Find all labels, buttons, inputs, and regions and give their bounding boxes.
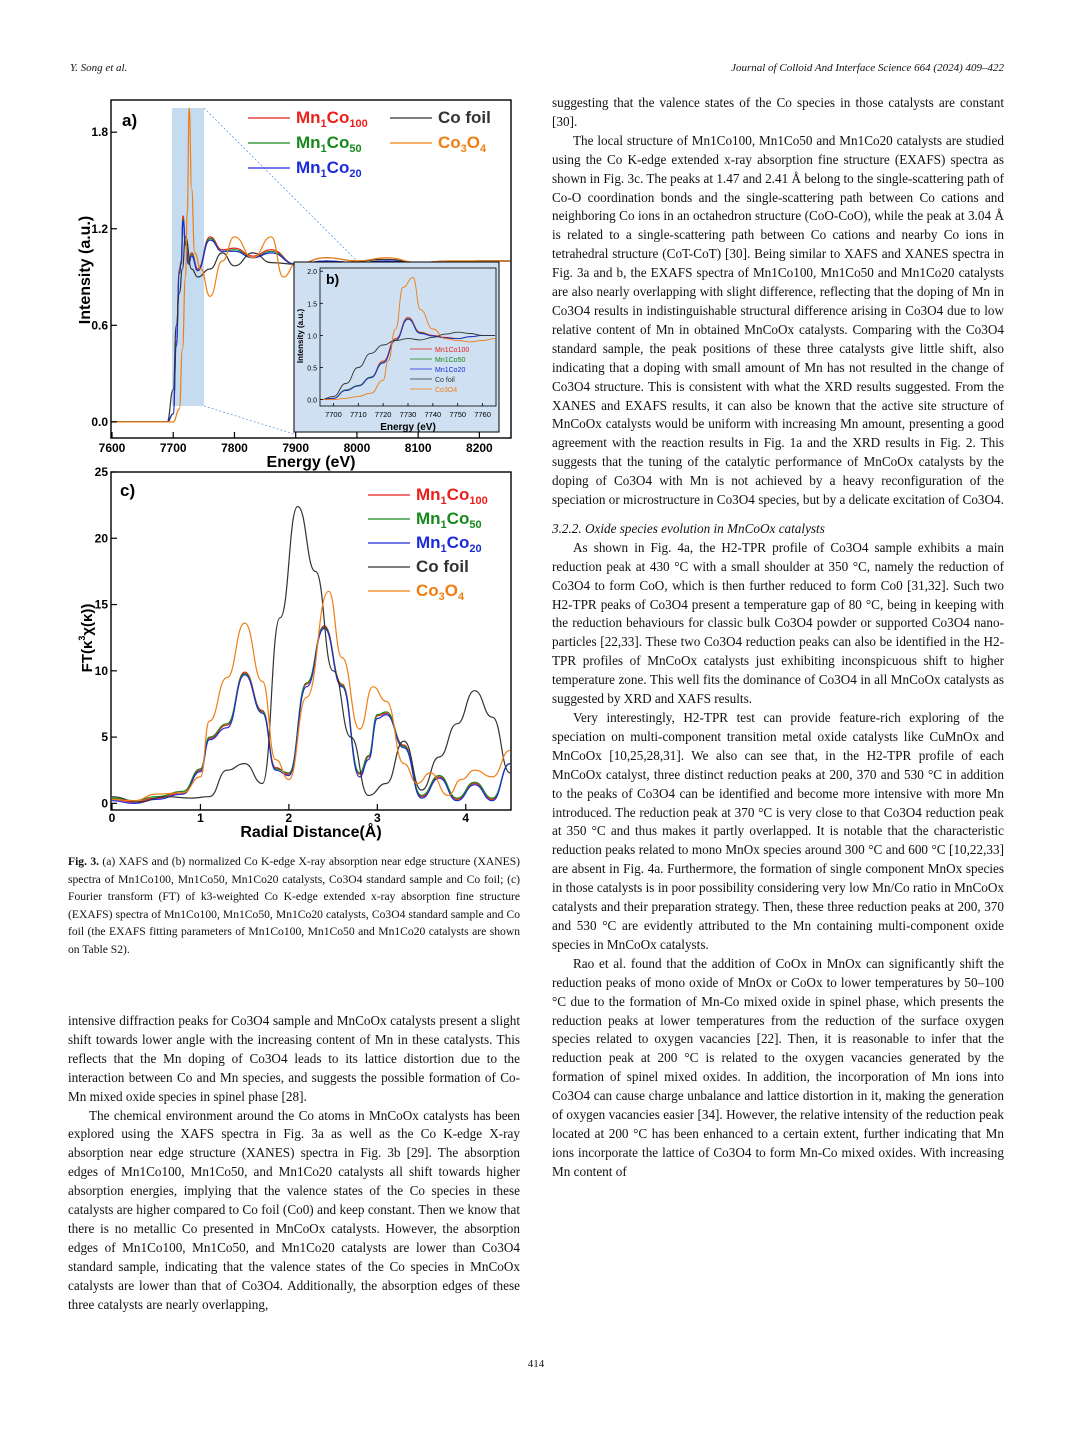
page-number: 414	[527, 1358, 545, 1370]
legend-label: Mn1Co50	[435, 357, 466, 364]
panel-a	[77, 100, 511, 471]
tick-label: 7700	[159, 441, 187, 455]
panel-a-x-ticks	[99, 432, 493, 455]
tick-label: 10	[94, 663, 108, 678]
paragraph: The chemical environment around the Co atoms in MnCoOx catalysts has been explored using the XAFS spectra in Fig. 3a as well as the Co K-edge X-ray absorption near edge structure (XANES) spectra in Fig. 3b [29]. The absorption edges of Mn1Co100, Mn1Co50, and Mn1Co20 catalysts all shift towards higher absorption energies, implying that the valence states of the Co species in these catalysts are higher compared to Co foil (Co0) and keep constant. Then we know that there is no metallic Co presented in MnCoOx catalysts. However, the absorption edges of Mn1Co100, Mn1Co50, and Mn1Co20 catalysts are lower than Co3O4 standard sample, indicating that the valence states of the Co species in MnCoOx catalysts are lower than that of Co3O4. Additionally, the absorption edges of these three catalysts are nearly overlapping,	[68, 1107, 520, 1312]
series-line	[112, 628, 510, 803]
tick-label: 7720	[374, 410, 392, 419]
paragraph: Rao et al. found that the addition of CoOx in MnOx can significantly shift the reduction peaks of mono oxide of MnOx or CoOx to lower temperatures by 50–100 °C due to the formation of Mn-Co mixed oxide in spinel phase, which presents the reduction peaks at lower temperatures from the reduction of the surface oxygen species related to oxygen vacancies [22]. Then, it is reasonable to infer that the reduction peak at 200 °C is related to the oxygen vacancies generated by the formation of spinel mixed oxides. In addition, the incorporation of Mn ions into Co3O4 can cause charge unbalance and lattice distortion in it, making the generation of oxygen vacancies easier [34]. However, the relative intensity of the reduction peak located at 200 °C has been enhanced to a certain extent, further indicating that Mn ions incorporate the lattice of Co3O4 to form Mn-Co mixed oxides. With increasing Mn content of	[552, 955, 1004, 1179]
panel-c-y-ticks	[95, 465, 117, 810]
legend-label: $Co_3O_4$	[438, 133, 487, 155]
legend-label: Co foil	[435, 377, 455, 384]
legend-label: $Mn_1Co_{100}$	[416, 485, 488, 507]
tick-label: 7700	[325, 410, 342, 419]
series-line	[112, 626, 510, 802]
tick-label: 4	[462, 811, 470, 825]
legend-label: Co3O4	[435, 387, 458, 394]
paragraph: intensive diffraction peaks for Co3O4 sample and MnCoOx catalysts present a slight shift towards lower angle with the increasing content of Mn in these catalysts. This reflects that the Mn doping of Co3O4 leads to its lattice distortion due to the interaction between Co and Mn species, and suggests the possible formation of Co-Mn mixed oxide species in spinel phase [28].	[68, 1013, 520, 1104]
paragraph: suggesting that the valence states of the Co species in those catalysts are constant [30].	[552, 95, 1004, 129]
figure-caption	[68, 853, 520, 959]
legend-label: $Mn_1Co_{50}$	[296, 133, 362, 155]
legend-label: $Mn_1Co_{20}$	[416, 533, 482, 555]
panel-b-ylabel: Intensity (a.u.)	[296, 308, 305, 364]
tick-label: 1.2	[91, 221, 108, 236]
legend-label: Mn1Co100	[435, 347, 470, 354]
legend-label: $Mn_1Co_{100}$	[296, 108, 368, 130]
panel-a-legend	[248, 108, 491, 180]
zoom-guide-line	[204, 406, 294, 434]
right-column-text	[552, 94, 1004, 1182]
tick-label: 0	[101, 796, 108, 811]
tick-label: 5	[101, 730, 108, 745]
tick-label: 1.0	[307, 333, 317, 341]
panel-c	[77, 465, 511, 841]
series-line	[112, 627, 510, 801]
tick-label: 1	[197, 811, 204, 825]
legend-label: $Mn_1Co_{20}$	[296, 158, 362, 180]
tick-label: 2	[285, 811, 293, 825]
figure-3	[60, 90, 530, 850]
legend-label: Mn1Co20	[435, 367, 466, 374]
legend-label: $Co_3O_4$	[416, 581, 465, 603]
tick-label: 25	[94, 465, 108, 479]
tick-label: 7750	[449, 410, 467, 419]
panel-c-x-ticks	[109, 804, 470, 825]
running-header-journal: Journal of Colloid And Interface Science 664 (2024) 409–422	[731, 62, 1004, 74]
panel-a-xlabel: Energy (eV)	[266, 454, 356, 471]
paragraph: Very interestingly, H2-TPR test can provide feature-rich exploring of the speciation on multi-component transition metal oxide catalysts like CuMnOx and MnCoOx [10,25,28,31]. We also can see that, in the H2-TPR profile of each MnCoOx catalyst, three distinct reduction peaks at 200, 370 and 530 °C in addition to the peaks of Co3O4 can be identified and become more intensive with more Mn introduced. The reduction peak at 370 °C is very close to that Co3O4 reduction peak at 350 °C and thus makes it partly overlapped. It is notable that the characteristic reduction peaks related to mono MnOx species around 300 °C and 600 °C [10,22,33] are absent in Fig. 4a. Furthermore, the formation of single component MnOx species in those catalysts is in poor possibility considering very low Mn/Co ratio in MnCoOx catalysts and their preparation strategy. Then, these three reduction peaks at 200, 370 and 530 °C are evidently attributed to the Mn containing multi-component oxide species in MnCoOx catalysts.	[552, 710, 1004, 952]
section-heading: 3.2.2. Oxide species evolution in MnCoOx catalysts	[552, 520, 825, 536]
tick-label: 7800	[221, 441, 248, 455]
caption-text: (a) XAFS and (b) normalized Co K-edge X-ray absorption near edge structure (XANES) spectra of Mn1Co100, Mn1Co50, Mn1Co20 catalysts, Co3O4 standard sample and Co foil; (c) Fourier transform (FT) of k3-weighted Co K-edge extended x-ray absorption fine structure (EXAFS) spectra of Mn1Co100, Mn1Co50, Mn1Co20 catalysts, Co3O4 standard sample and Co foil (the EXAFS fitting parameters of Mn1Co100, Mn1Co50 and Mn1Co20 catalysts are shown on Table S2).	[68, 855, 521, 956]
panel-b-xlabel: Energy (eV)	[380, 422, 436, 433]
tick-label: 8100	[404, 441, 432, 455]
tick-label: 0	[108, 811, 116, 825]
panel-c-label: c)	[120, 481, 136, 500]
tick-label: 3	[373, 811, 381, 825]
legend-label: Co foil	[438, 108, 491, 127]
tick-label: 7600	[98, 441, 126, 455]
paragraph: The local structure of Mn1Co100, Mn1Co50 and Mn1Co20 catalysts are studied using the Co K-edge extended x-ray absorption fine structure (EXAFS) spectra as shown in Fig. 3c. The peaks at 1.47 and 2.41 Å belong to the single-scattering path of Co-O coordination bonds and the single-scattering path between Co cations and neighboring Co ions in an octahedron structure (CoO-CoO), while the peak at 3.04 Å is related to a single-scattering path between Co cations and nearby Co ions in tetrahedral structure (CoT-CoT) [30]. Being similar to XAFS and XANES spectra in Fig. 3a and b, the EXAFS spectra of Mn1Co100, Mn1Co50 and Mn1Co20 catalysts are also nearly overlapping with slight difference, reflecting that the doping of Mn in Co3O4 results in indistinguishable structural difference arising in Co3O4 due to low relative content of Mn in obtained MnCoOx catalysts. Comparing with the Co3O4 standard sample, the peak positions of these three catalysts give little shift, also indicating that a doping with small amount of Mn has not resulted in the change of Co3O4 structure. This is consistent with what the XRD results suggested. From the XANES and EXAFS results, it can also be known that the active site structure of MnCoOx catalysts would be uniform with increasing Mn amount, presenting a good agreement with the reaction results in Fig. 1a and the XRD results in Fig. 2. This suggests that the tuning of the catalytic performance of MnCoOx catalysts by the doping of Co3O4 with Mn is not achieved by a heavy reconfiguration of the speciation or microstructure in Co3O4 species, but by a delicate excitation of Co3O4.	[552, 132, 1004, 508]
tick-label: 8200	[466, 441, 493, 455]
tick-label: 7730	[399, 410, 417, 419]
paragraph: As shown in Fig. 4a, the H2-TPR profile of Co3O4 sample exhibits a main reduction peak at 430 °C with a small shoulder at 350 °C, namely the reduction of Co3O4 to form CoO, which is then further reduced to form Co0 [31,32]. Such two H2-TPR peaks of Co3O4 present a temperature gap of 80 °C, being in keeping with the reduction behaviours for classic bulk Co3O4 powder or supported Co3O4 nano-particles [22,33]. These two Co3O4 reduction peaks can also be identified in the H2-TPR profiles of MnCoOx catalysts just exhibiting inconspicuous shift to higher temperature zone. This well fits the dominance of Co3O4 in all MnCoOx catalysts as suggested by XRD and XAFS results.	[552, 539, 1004, 707]
tick-label: 8000	[343, 441, 371, 455]
caption-label: Fig. 3.	[68, 855, 100, 868]
tick-label: 1.5	[307, 301, 317, 309]
tick-label: 0.5	[307, 365, 317, 373]
tick-label: 7760	[474, 410, 491, 419]
tick-label: 15	[94, 597, 108, 612]
running-header-authors: Y. Song et al.	[70, 62, 128, 74]
tick-label: 7740	[424, 410, 442, 419]
panel-c-xlabel: Radial Distance(Å)	[240, 824, 382, 841]
panel-a-ylabel: Intensity (a.u.)	[77, 215, 94, 325]
left-column-text	[68, 1012, 520, 1315]
zoom-guide-line	[204, 108, 358, 262]
legend-label: $Mn_1Co_{50}$	[416, 509, 482, 531]
tick-label: 20	[94, 531, 108, 546]
tick-label: 1.8	[91, 125, 108, 140]
panel-b-inset	[294, 262, 499, 433]
panel-b-label: b)	[326, 271, 340, 287]
tick-label: 2.0	[307, 269, 317, 277]
tick-label: 0.0	[307, 397, 317, 405]
tick-label: 7710	[349, 410, 367, 419]
panel-c-legend	[368, 485, 488, 603]
legend-label: Co foil	[416, 557, 469, 576]
tick-label: 0.6	[91, 318, 108, 333]
panel-a-label: a)	[122, 111, 138, 130]
tick-label: 0.0	[91, 414, 108, 429]
panel-c-ylabel: $FT(\kappa^3\chi(\kappa))$	[77, 603, 96, 673]
series-line	[112, 591, 510, 800]
tick-label: 7900	[282, 441, 310, 455]
panel-a-y-ticks	[91, 125, 117, 429]
